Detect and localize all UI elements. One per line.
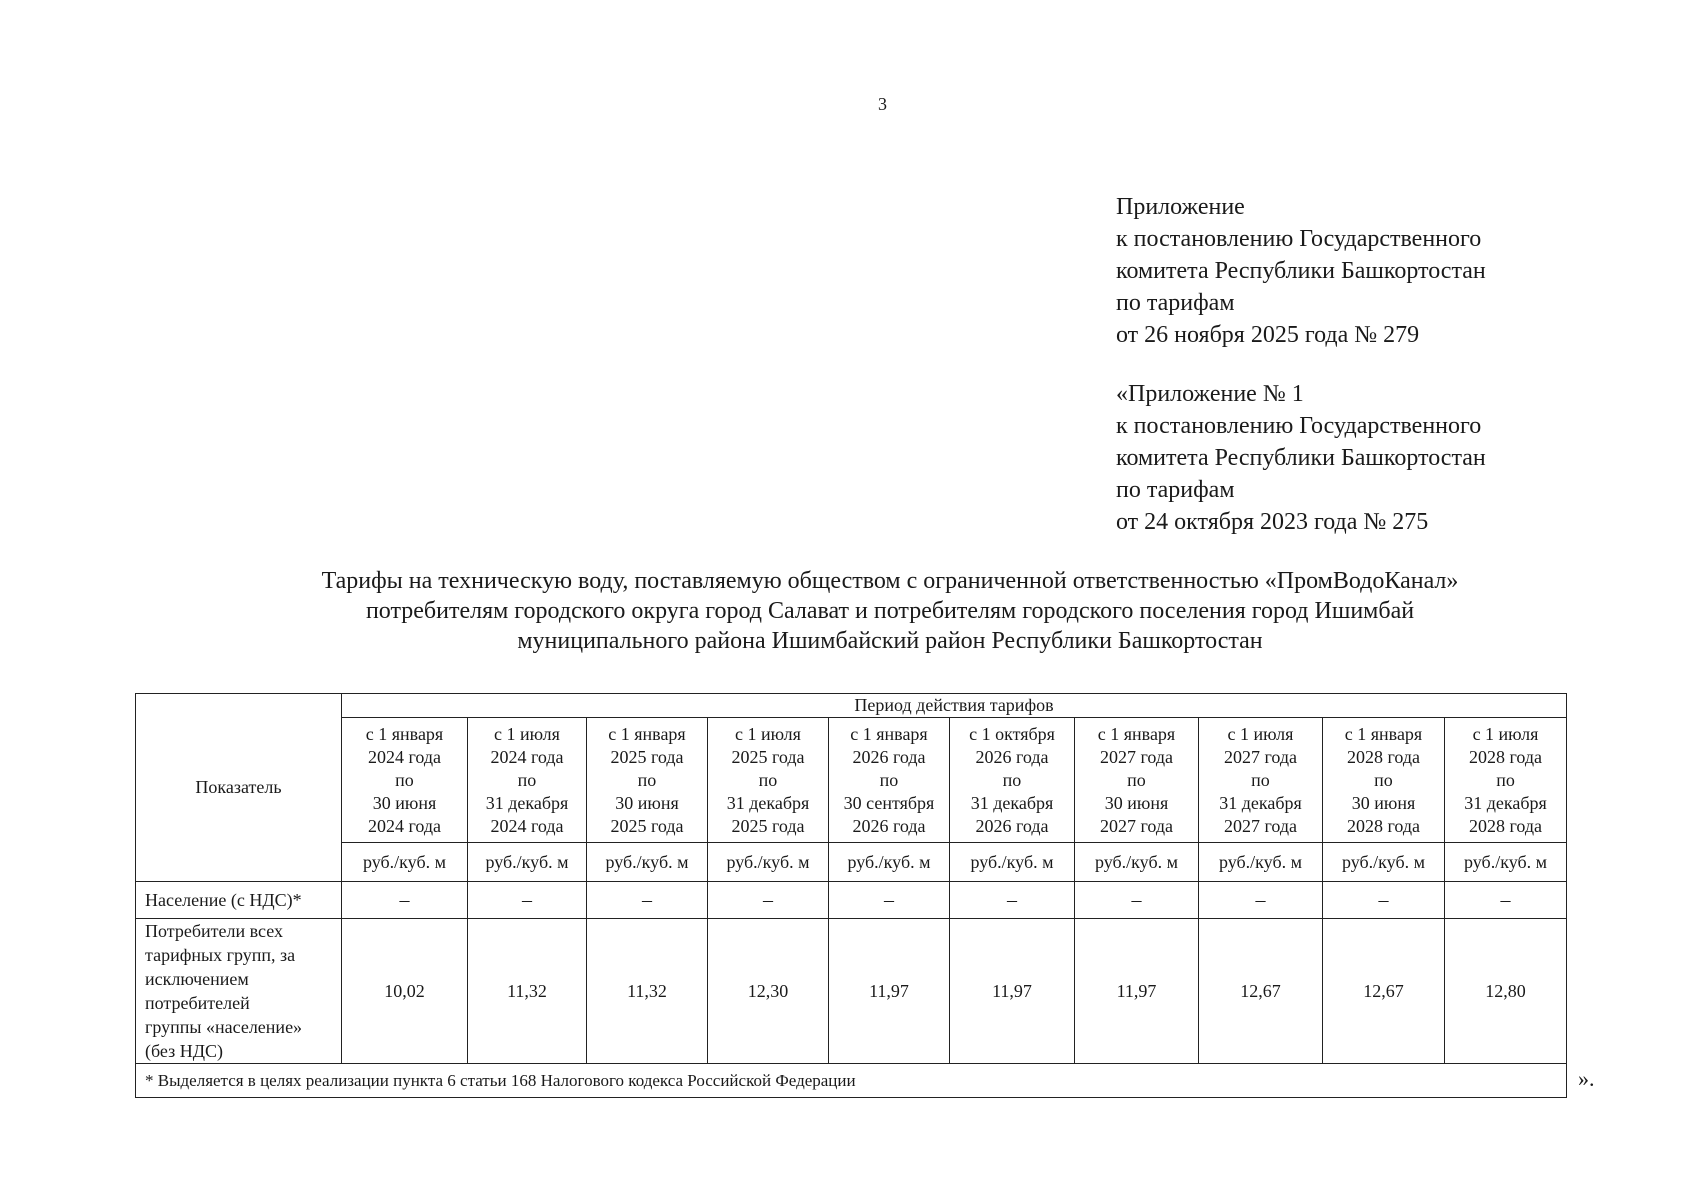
period-line: с 1 января bbox=[1097, 723, 1176, 744]
unit-cell: руб./куб. м bbox=[587, 843, 708, 882]
period-line: с 1 июля bbox=[735, 723, 801, 744]
indicator-header: Показатель bbox=[136, 694, 342, 882]
row-label-line: Потребители всех bbox=[145, 921, 283, 941]
period-line: по bbox=[395, 769, 414, 790]
period-line: 30 июня bbox=[615, 792, 679, 813]
period-line: 2027 года bbox=[1099, 815, 1174, 836]
period-line: по bbox=[1002, 769, 1022, 790]
footnote: * Выделяется в целях реализации пункта 6 статьи 168 Налогового кодекса Российской Федерации bbox=[136, 1064, 1567, 1098]
title-line: муниципального района Ишимбайский район Республики Башкортостан bbox=[517, 628, 1263, 654]
period-cell bbox=[468, 718, 587, 843]
unit-cell: руб./куб. м bbox=[1199, 843, 1323, 882]
table-row bbox=[136, 882, 1567, 919]
period-line: 2024 года bbox=[367, 746, 442, 767]
value-cell: 12,30 bbox=[708, 919, 829, 1064]
value-cell: – bbox=[1323, 882, 1445, 919]
unit-cell: руб./куб. м bbox=[1323, 843, 1445, 882]
row-label-line: (без НДС) bbox=[145, 1041, 224, 1061]
value-cell: – bbox=[468, 882, 587, 919]
table-row bbox=[136, 919, 1567, 1064]
unit-cell: руб./куб. м bbox=[950, 843, 1075, 882]
row-label-line: Население (с НДС)* bbox=[145, 890, 302, 910]
period-cell bbox=[587, 718, 708, 843]
period-header: Период действия тарифов bbox=[342, 694, 1567, 718]
period-line: 30 июня bbox=[1351, 792, 1416, 813]
value-cell: 11,97 bbox=[829, 919, 950, 1064]
title-line: Тарифы на техническую воду, поставляемую обществом с ограниченной ответственностью «ПромВодоКанал» bbox=[321, 568, 1459, 594]
appendix-line: к постановлению Государственного bbox=[1116, 413, 1482, 439]
title-line: потребителям городского округа город Салават и потребителям городского поселения город Ишимбай bbox=[365, 598, 1415, 624]
value-cell: – bbox=[708, 882, 829, 919]
row-label-line: группы «население» bbox=[145, 1017, 303, 1037]
period-line: с 1 января bbox=[1344, 723, 1423, 744]
row-label bbox=[136, 882, 342, 919]
period-line: по bbox=[1251, 769, 1270, 790]
period-cell bbox=[342, 718, 468, 843]
period-line: 2025 года bbox=[610, 746, 684, 767]
period-line: 2026 года bbox=[975, 746, 1049, 767]
document-title bbox=[180, 566, 1600, 656]
row-label bbox=[136, 919, 342, 1064]
period-cell bbox=[1323, 718, 1445, 843]
appendix-line: по тарифам bbox=[1116, 477, 1235, 503]
period-line: 2025 года bbox=[731, 746, 805, 767]
unit-cell: руб./куб. м bbox=[829, 843, 950, 882]
period-line: 2028 года bbox=[1346, 815, 1421, 836]
value-cell: 10,02 bbox=[342, 919, 468, 1064]
period-line: по bbox=[879, 769, 899, 790]
value-cell: 11,32 bbox=[587, 919, 708, 1064]
period-line: 2025 года bbox=[610, 815, 684, 836]
period-line: 30 июня bbox=[1104, 792, 1169, 813]
period-line: 31 декабря bbox=[1464, 792, 1547, 813]
period-line: с 1 октября bbox=[969, 723, 1055, 744]
value-cell: 11,97 bbox=[1075, 919, 1199, 1064]
period-line: 2028 года bbox=[1346, 746, 1421, 767]
value-cell: – bbox=[587, 882, 708, 919]
period-line: 2028 года bbox=[1468, 746, 1543, 767]
appendix-line: комитета Республики Башкортостан bbox=[1116, 258, 1486, 284]
period-cell bbox=[829, 718, 950, 843]
period-line: по bbox=[637, 769, 657, 790]
period-line: 2026 года bbox=[975, 815, 1049, 836]
value-cell: – bbox=[1199, 882, 1323, 919]
period-line: 31 декабря bbox=[970, 792, 1054, 813]
appendix-line: комитета Республики Башкортостан bbox=[1116, 445, 1486, 471]
period-line: 31 декабря bbox=[1219, 792, 1302, 813]
period-line: по bbox=[758, 769, 778, 790]
value-cell: 11,97 bbox=[950, 919, 1075, 1064]
value-cell: 12,67 bbox=[1199, 919, 1323, 1064]
period-line: 31 декабря bbox=[726, 792, 810, 813]
appendix-block bbox=[1116, 191, 1486, 351]
period-cell bbox=[1075, 718, 1199, 843]
appendix-line: «Приложение № 1 bbox=[1116, 381, 1304, 407]
appendix-line: от 26 ноября 2025 года № 279 bbox=[1116, 322, 1420, 348]
period-line: с 1 января bbox=[365, 723, 444, 744]
period-dates-row bbox=[136, 718, 1567, 843]
period-line: по bbox=[1496, 769, 1515, 790]
value-cell: – bbox=[1445, 882, 1567, 919]
unit-cell: руб./куб. м bbox=[708, 843, 829, 882]
period-line: по bbox=[1127, 769, 1146, 790]
period-line: по bbox=[1374, 769, 1393, 790]
period-line: 2026 года bbox=[852, 746, 926, 767]
closing-quote: ». bbox=[1578, 1066, 1595, 1091]
row-label-line: потребителей bbox=[145, 993, 250, 1013]
period-line: с 1 июля bbox=[494, 723, 560, 744]
row-label-line: исключением bbox=[145, 969, 249, 989]
period-cell bbox=[950, 718, 1075, 843]
period-line: 30 июня bbox=[372, 792, 437, 813]
period-line: с 1 января bbox=[850, 723, 928, 744]
period-line: 2024 года bbox=[367, 815, 442, 836]
value-cell: – bbox=[1075, 882, 1199, 919]
period-line: с 1 июля bbox=[1472, 723, 1539, 744]
period-line: по bbox=[517, 769, 537, 790]
period-cell bbox=[1199, 718, 1323, 843]
period-line: 31 декабря bbox=[485, 792, 569, 813]
period-line: с 1 января bbox=[608, 723, 686, 744]
appendix-line: Приложение bbox=[1116, 194, 1245, 220]
appendix-line: от 24 октября 2023 года № 275 bbox=[1116, 509, 1429, 535]
period-line: 30 сентября bbox=[843, 792, 935, 813]
appendix-1-block bbox=[1116, 378, 1486, 538]
period-line: 2027 года bbox=[1223, 815, 1298, 836]
value-cell: – bbox=[342, 882, 468, 919]
period-line: 2024 года bbox=[490, 746, 564, 767]
period-line: с 1 июля bbox=[1227, 723, 1294, 744]
table-header-row bbox=[136, 694, 1567, 718]
unit-cell: руб./куб. м bbox=[342, 843, 468, 882]
value-cell: 12,80 bbox=[1445, 919, 1567, 1064]
period-line: 2024 года bbox=[490, 815, 564, 836]
period-line: 2027 года bbox=[1099, 746, 1174, 767]
value-cell: – bbox=[950, 882, 1075, 919]
row-label-line: тарифных групп, за bbox=[145, 945, 296, 965]
period-line: 2027 года bbox=[1223, 746, 1298, 767]
units-row bbox=[136, 843, 1567, 882]
unit-cell: руб./куб. м bbox=[468, 843, 587, 882]
period-cell bbox=[708, 718, 829, 843]
unit-cell: руб./куб. м bbox=[1445, 843, 1567, 882]
footnote-row bbox=[136, 1064, 1567, 1098]
unit-cell: руб./куб. м bbox=[1075, 843, 1199, 882]
tariff-table bbox=[135, 693, 1567, 1098]
period-line: 2025 года bbox=[731, 815, 805, 836]
period-line: 2026 года bbox=[852, 815, 926, 836]
period-cell bbox=[1445, 718, 1567, 843]
appendix-line: по тарифам bbox=[1116, 290, 1235, 316]
period-line: 2028 года bbox=[1468, 815, 1543, 836]
value-cell: 12,67 bbox=[1323, 919, 1445, 1064]
page-number: 3 bbox=[878, 94, 887, 114]
value-cell: – bbox=[829, 882, 950, 919]
appendix-line: к постановлению Государственного bbox=[1116, 226, 1482, 252]
value-cell: 11,32 bbox=[468, 919, 587, 1064]
